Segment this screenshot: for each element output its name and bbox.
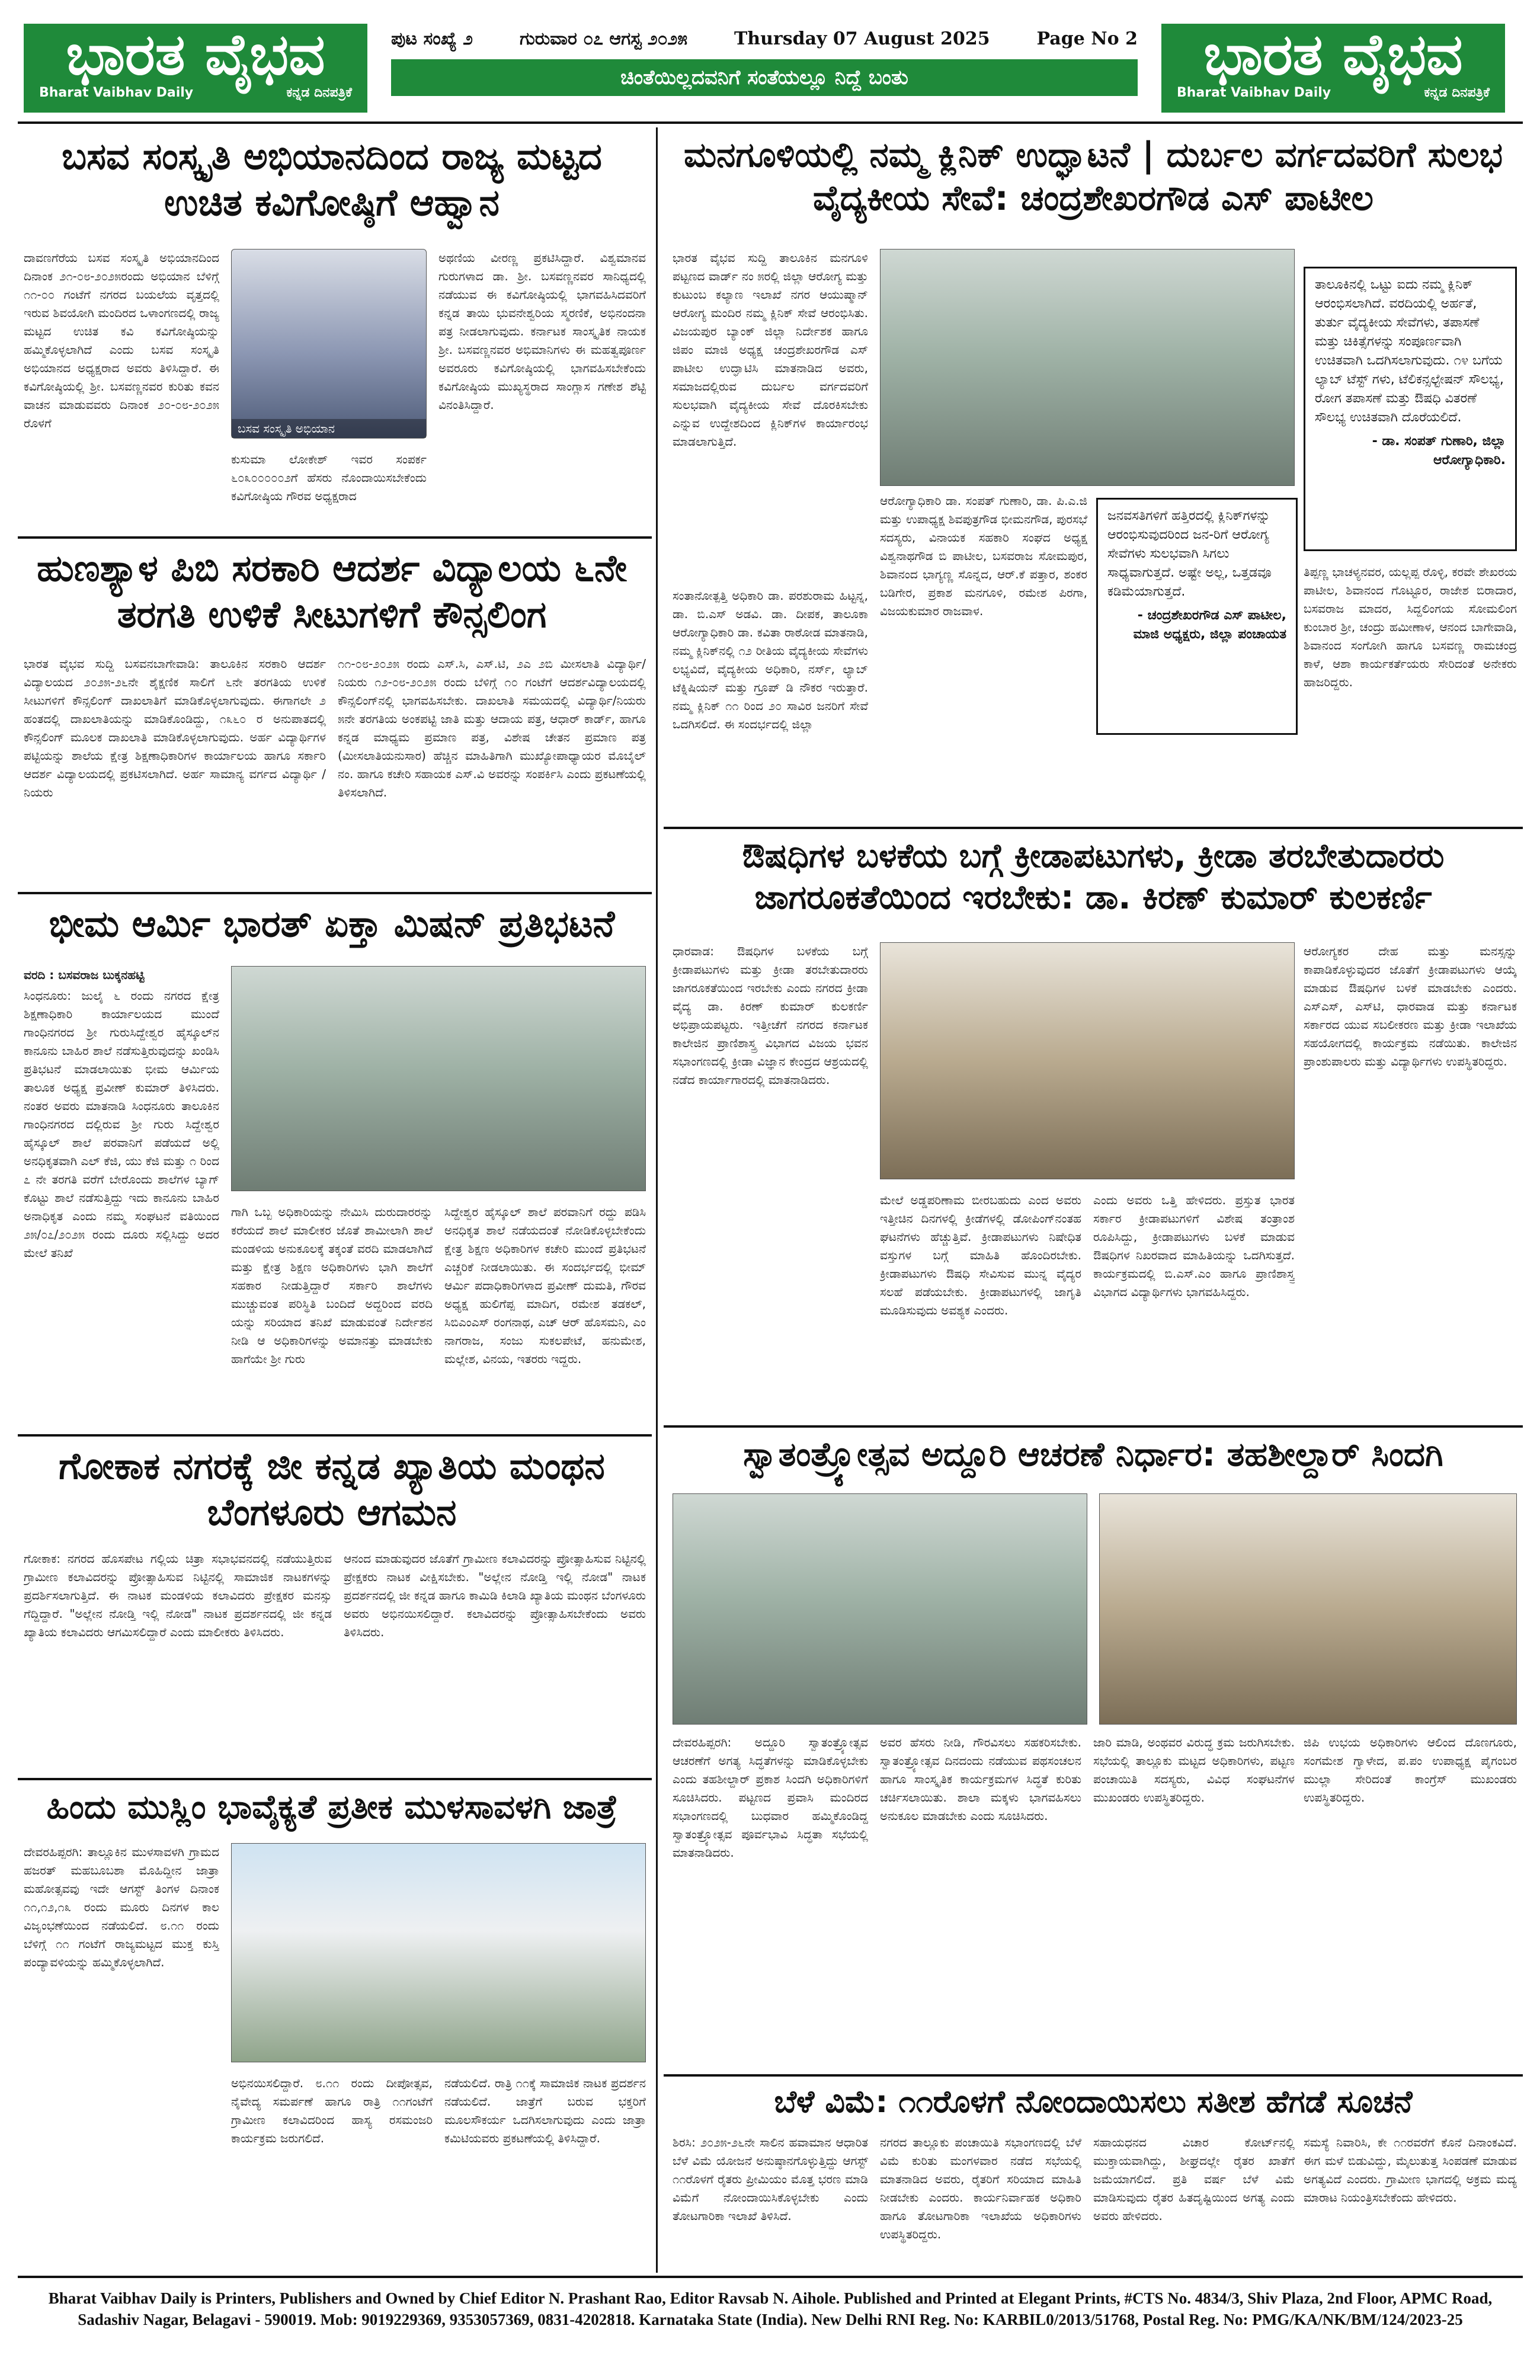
- article-clinic-col1: ಭಾರತ ವೈಭವ ಸುದ್ದಿ ತಾಲೂಕಿನ ಮನಗೂಳಿ ಪಟ್ಟಣದ ವಾರ್ಡ್ ನಂ ೫ರಲ್ಲಿ ಜಿಲ್ಲಾ ಆರೋಗ್ಯ ಮತ್ತು ಕುಟುಂಬ ಕಲ್ಯಾಣ ಇಲಾಖೆ ನಗರ ಆಯುಷ್ಮಾನ್ ಆರೋಗ್ಯ ಮಂದಿರ ನಮ್ಮ ಕ್ಲಿನಿಕ್ ಸೇವೆ ಆರಂಭಿಸಿತು. ವಿಜಯಪುರ ಬ್ಯಾಂಕ್ ಜಿಲ್ಲಾ ನಿರ್ದೇಶಕ ಹಾಗೂ ಜಿಪಂ ಮಾಜಿ ಅಧ್ಯಕ್ಷ ಚಂದ್ರಶೇಖರಗೌಡ ಎಸ್ ಪಾಟೀಲ ಉದ್ಘಾಟಿಸಿ ಮಾತನಾಡಿದ ಅವರು, ಸಮಾಜದಲ್ಲಿರುವ ದುರ್ಬಲ ವರ್ಗದವರಿಗೆ ಸುಲಭವಾಗಿ ವೈದ್ಯಕೀಯ ಸೇವೆ ದೊರಕಿಸಬೇಕು ಎನ್ನುವ ಉದ್ದೇಶದಿಂದ ಕ್ಲಿನಿಕ್‌ಗಳ ಕಾರ್ಯಾರಂಭ ಮಾಡಲಾಗುತ್ತಿದೆ.: [673, 251, 868, 449]
- article-independence-col3: ಜಾರಿ ಮಾಡಿ, ಅಂಥವರ ವಿರುದ್ಧ ಕ್ರಮ ಜರುಗಿಸಬೇಕು. ಸಭೆಯಲ್ಲಿ ತಾಲ್ಲೂಕು ಮಟ್ಟದ ಅಧಿಕಾರಿಗಳು, ಪಟ್ಟಣ ಪಂಚಾಯಿತಿ ಸದಸ್ಯರು, ವಿವಿಧ ಸಂಘಟನೆಗಳ ಮುಖಂಡರು ಉಪಸ್ಥಿತರಿದ್ದರು.: [1093, 1735, 1295, 1805]
- headline-adarsha-vidyalaya: ಹುಣಶ್ಯಾಳ ಪಿಬಿ ಸರಕಾರಿ ಆದರ್ಶ ವಿದ್ಯಾಲಯ ೬ನೇ ತರಗತಿ ಉಳಿಕೆ ಸೀಟುಗಳಿಗೆ ಕೌನ್ಸಲಿಂಗ: [37, 546, 627, 636]
- basava-logo-image: [231, 249, 427, 439]
- article-clinic-col4: ತಿಪ್ಪಣ್ಣ ಭಾಚಳ್ಯನವರ, ಯಲ್ಲಪ್ಪ ರೊಳ್ಳಿ, ಕರವೇ ಶೇಖರಯ ಪಾಟೀಲ, ಶಿವಾನಂದ ಗೊಟ್ಟೂರ, ರಾಜೇಶ ಬಿರಾದಾರ, ಬಸವರಾಜ ಮಾದರ, ಸಿದ್ದಲಿಂಗಯ ಸೋಮಲಿಂಗ ಕುಂಬಾರ ಶ್ರೀ, ಚಂದ್ರು ಹಮೀಣಾಳ, ಆನಂದ ಬಾಗೇವಾಡಿ, ಶಿವಾನಂದ ಸಂಗೋಗಿ ಹಾಗೂ ಬಸವಣ್ಣ ರಾಮಚಂದ್ರ ಕಾಳೆ, ಆಶಾ ಕಾರ್ಯಕರ್ತೆಯರು ಸೇರಿದಂತೆ ಅನೇಕರು ಹಾಜರಿದ್ದರು.: [1304, 565, 1517, 689]
- article-clinic-col3: ಆರೋಗ್ಯಾಧಿಕಾರಿ ಡಾ. ಸಂಪತ್ ಗುಣಾರಿ, ಡಾ. ಪಿ.ಎ.ಜಿ ಮತ್ತು ಉಪಾಧ್ಯಕ್ಷ ಶಿವಪುತ್ರಗೌಡ ಭೀಮನಗೌಡ, ಪುರಸಭೆ ಸದಸ್ಯರು, ವಿನಾಯಕ ಸಹಕಾರಿ ಸಂಘದ ಅಧ್ಯಕ್ಷ ವಿಶ್ವನಾಥಗೌಡ ಬಿ ಪಾಟೀಲ, ಬಸವರಾಜ ಸೋಮಪುರ, ಶಿವಾನಂದ ಭಾಗ್ಯಣ್ಣ ಸೊನ್ನದ, ಆರ್.ಕೆ ಪತ್ತಾರ, ಶಂಕರ ಬಡಿಗೇರ, ಪ್ರಕಾಶ ಮನಗೂಳಿ, ರಮೇಶ ಪಿರಗಾ, ವಿಜಯಕುಮಾರ ರಾಜವಾಳ.: [880, 494, 1087, 618]
- rule-a5: [664, 1425, 1523, 1428]
- article-crop-col1: ಶಿರಸಿ: ೨೦೨೫-೨೬ನೇ ಸಾಲಿನ ಹವಾಮಾನ ಆಧಾರಿತ ಬೆಳೆ ವಿಮೆ ಯೋಜನೆ ಅನುಷ್ಠಾನಗೊಳ್ಳುತ್ತಿದ್ದು ಆಗಸ್ಟ್ ೧೧ರೊಳಗೆ ರೈತರು ಪ್ರೀಮಿಯಂ ಮೊತ್ತ ಭರಣ ಮಾಡಿ ವಿಮೆಗೆ ನೋಂದಾಯಿಸಿಕೊಳ್ಳಬೇಕು ಎಂದು ತೋಟಗಾರಿಕಾ ಇಲಾಖೆ ತಿಳಿಸಿದೆ.: [673, 2135, 868, 2223]
- article-sports-col4: ಆರೋಗ್ಯಕರ ದೇಹ ಮತ್ತು ಮನಸ್ಸನ್ನು ಕಾಪಾಡಿಕೊಳ್ಳುವುದರ ಜೊತೆಗೆ ಕ್ರೀಡಾಪಟುಗಳು ಆಯ್ಕೆ ಮಾಡುವ ಔಷಧಿಗಳ ಬಳಕೆ ಮಾಡಬೇಕು ಎಂದರು. ಎಸ್‌ಎಸ್, ಎಸ್‌ಟಿ, ಧಾರವಾಡ ಮತ್ತು ಕರ್ನಾಟಕ ಸರ್ಕಾರದ ಯುವ ಸಬಲೀಕರಣ ಮತ್ತು ಕ್ರೀಡಾ ಇಲಾಖೆಯ ಸಹಯೋಗದಲ್ಲಿ ಕಾರ್ಯಕ್ರಮ ನಡೆಯಿತು. ಕಾಲೇಜಿನ ಪ್ರಾಂಶುಪಾಲರು ಮತ್ತು ವಿದ್ಯಾರ್ಥಿಗಳು ಉಪಸ್ಥಿತರಿದ್ದರು.: [1304, 944, 1517, 1069]
- article-basava-col2: ಕುಸುಮಾ ಲೋಕೇಶ್ ಇವರ ಸಂಪರ್ಕ ೬೦೩೦೦೦೦೦೨ಗೆ ಹೆಸರು ನೊಂದಾಯಿಸಬೇಕೆಂದು ಕವಿಗೋಷ್ಠಿಯ ಗೌರವ ಅಧ್ಯಕ್ಷರಾದ: [231, 452, 427, 503]
- rule-a1: [18, 536, 652, 539]
- headline-namma-clinic: ಮನಗೂಳಿಯಲ್ಲಿ ನಮ್ಮ ಕ್ಲಿನಿಕ್ ಉದ್ಘಾಟನೆ | ದುರ್ಬಲ ವರ್ಗದವರಿಗೆ ಸುಲಭ ವೈದ್ಯಕೀಯ ಸೇವೆ: ಚಂದ್ರಶೇಖರಗೌಡ ಎಸ್ ಪಾಟೀಲ: [684, 135, 1503, 218]
- article-basava-col3: ಅಥಣಿಯ ವೀರಣ್ಣ ಪ್ರಕಟಿಸಿದ್ದಾರೆ. ವಿಶ್ವಮಾನವ ಗುರುಗಳಾದ ಡಾ. ಶ್ರೀ. ಬಸವಣ್ಣನವರ ಸಾನಿಧ್ಯದಲ್ಲಿ ನಡೆಯುವ ಈ ಕವಿಗೋಷ್ಠಿಯಲ್ಲಿ ಭಾಗವಹಿಸಿದವರಿಗೆ ಕನ್ನಡ ತಾಯಿ ಭುವನೇಶ್ವರಿಯ ಸ್ಮರಣಿಕೆ, ಅಭಿನಂದನಾ ಪತ್ರ ನೀಡಲಾಗುವುದು. ಕರ್ನಾಟಕ ಸಾಂಸ್ಕೃತಿಕ ನಾಯಕ ಶ್ರೀ. ಬಸವಣ್ಣನವರ ಅಭಿಮಾನಿಗಳು ಈ ಮಹತ್ವಪೂರ್ಣ ಅವರೂರು ಕವಿಗೋಷ್ಠಿಯಲ್ಲಿ ಭಾಗವಹಿಸಬೇಕೆಂದು ಕವಿಗೋಷ್ಠಿಯ ಮುಖ್ಯಸ್ಥರಾದ ಸಾಂಗ್ಲಾಸ ಗಣೇಶ ಶೆಟ್ಟಿ ವಿನಂತಿಸಿದ್ದಾರೆ.: [438, 251, 646, 412]
- article-sports-col3: ಎಂದು ಅವರು ಒತ್ತಿ ಹೇಳಿದರು. ಪ್ರಸ್ತುತ ಭಾರತ ಸರ್ಕಾರ ಕ್ರೀಡಾಪಟುಗಳಿಗೆ ವಿಶೇಷ ತಂತ್ರಾಂಶ ರೂಪಿಸಿದ್ದು, ಕ್ರೀಡಾಪಟುಗಳು ಬಳಕೆ ಮಾಡುವ ಔಷಧಿಗಳ ನಿಖರವಾದ ಮಾಹಿತಿಯನ್ನು ಒದಗಿಸುತ್ತದೆ. ಕಾರ್ಯಕ್ರಮದಲ್ಲಿ ಬಿ.ಎಸ್.ಎಂ ಹಾಗೂ ಪ್ರಾಣಿಶಾಸ್ತ್ರ ವಿಭಾಗದ ವಿದ್ಯಾರ್ಥಿಗಳು ಭಾಗವಹಿಸಿದ್ದರು.: [1093, 1193, 1295, 1299]
- article-sports-col2: ಮೇಲೆ ಅಡ್ಡಪರಿಣಾಮ ಬೀರಬಹುದು ಎಂದ ಅವರು ಇತ್ತೀಚಿನ ದಿನಗಳಲ್ಲಿ ಕ್ರೀಡೆಗಳಲ್ಲಿ ಡೋಪಿಂಗ್‌ನಂತಹ ಘಟನೆಗಳು ಹೆಚ್ಚುತ್ತಿವೆ. ಕ್ರೀಡಾಪಟುಗಳು ನಿಷೇಧಿತ ವಸ್ತುಗಳ ಬಗ್ಗೆ ಮಾಹಿತಿ ಹೊಂದಿರಬೇಕು. ಕ್ರೀಡಾಪಟುಗಳು ಔಷಧಿ ಸೇವಿಸುವ ಮುನ್ನ ವೈದ್ಯರ ಸಲಹೆ ಪಡೆಯಬೇಕು. ಕ್ರೀಡಾಪಟುಗಳಲ್ಲಿ ಜಾಗೃತಿ ಮೂಡಿಸುವುದು ಅವಶ್ಯಕ ಎಂದರು.: [880, 1193, 1081, 1317]
- basava-logo-caption: ಬಸವ ಸಂಸ್ಕೃತಿ ಅಭಿಯಾನ: [232, 419, 426, 438]
- article-jatre-col3: ನಡೆಯಲಿದೆ. ರಾತ್ರಿ ೧೧ಕ್ಕೆ ಸಾಮಾಜಿಕ ನಾಟಕ ಪ್ರದರ್ಶನ ನಡೆಯಲಿದೆ. ಜಾತ್ರೆಗೆ ಬರುವ ಭಕ್ತರಿಗೆ ಮೂಲಸೌಕರ್ಯ ಒದಗಿಸಲಾಗುವುದು ಎಂದು ಜಾತ್ರಾ ಕಮಿಟಿಯವರು ಪ್ರಕಟಣೆಯಲ್ಲಿ ತಿಳಿಸಿದ್ದಾರೆ.: [444, 2076, 646, 2145]
- column-divider: [656, 127, 658, 2273]
- article-bhim-col2: ಗಾಗಿ ಒಬ್ಬ ಅಧಿಕಾರಿಯನ್ನು ನೇಮಿಸಿ ದುರುದಾರರನ್ನು ಕರೆಯದೆ ಶಾಲೆ ಮಾಲೀಕರ ಜೊತೆ ಶಾಮೀಲಾಗಿ ಶಾಲೆ ಮಂಡಳಿಯ ಅನುಕೂಲಕ್ಕೆ ತಕ್ಕಂತೆ ವರದಿ ಮಾಡಲಾಗಿದೆ ಮತ್ತು ಕ್ಷೇತ್ರ ಶಿಕ್ಷಣ ಅಧಿಕಾರಿಗಳು ಭಾಗಿ ಶಾಲೆಗೆ ಸಹಕಾರ ನೀಡುತ್ತಿದ್ದಾರೆ ಸರ್ಕಾರಿ ಶಾಲೆಗಳು ಮುಚ್ಚುವಂತ ಪರಿಸ್ಥಿತಿ ಬಂದಿದೆ ಅದ್ದರಿಂದ ವರದಿ ಯನ್ನು ಸರಿಯಾದ ತನಿಖೆ ಮಾಡುವಂತೆ ನಿರ್ದೇಶನ ನೀಡಿ ಆ ಅಧಿಕಾರಿಗಳನ್ನು ಅಮಾನತ್ತು ಮಾಡಬೇಕು ಹಾಗೆಯೇ ಶ್ರೀ ಗುರು: [231, 1205, 433, 1366]
- clinic-quote-left-attr: - ಚಂದ್ರಶೇಖರಗೌಡ ಎಸ್ ಪಾಟೀಲ, ಮಾಜಿ ಅಧ್ಯಕ್ಷರು, ಜಿಲ್ಲಾ ಪಂಚಾಯತ: [1133, 608, 1286, 642]
- article-bhim-col3: ಸಿದ್ದೇಶ್ವರ ಹೈಸ್ಕೂಲ್ ಶಾಲೆ ಪರವಾನಿಗೆ ರದ್ದು ಪಡಿಸಿ ಅನಧಿಕೃತ ಶಾಲೆ ನಡೆಯದಂತೆ ನೋಡಿಕೊಳ್ಳಬೇಕೆಂದು ಕ್ಷೇತ್ರ ಶಿಕ್ಷಣ ಅಧಿಕಾರಿಗಳ ಕಚೇರಿ ಮುಂದೆ ಪ್ರತಿಭಟನೆ ಎಚ್ಚರಿಕೆ ನೀಡಲಾಯಿತು. ಈ ಸಂದರ್ಭದಲ್ಲಿ ಭೀಮ್ ಆರ್ಮಿ ಪದಾಧಿಕಾರಿಗಳಾದ ಪ್ರವೀಣ್ ದುಮತಿ, ಗೌರವ ಅಧ್ಯಕ್ಷ ಹುಲಿಗೆಪ್ಪ ಮಾದಿಗ, ರಮೇಶ ತಡಕಲ್, ಸಿಬಿಎಂಎಸ್ ರಂಗನಾಥ, ಎಚ್ ಆರ್ ಹೊಸಮನಿ, ಎಂ ನಾಗರಾಜ, ಸಂಜು ಸುಕಲಪೇಟೆ, ಹನುಮೇಶ, ಮಲ್ಲೇಶ, ವಿನಯ, ಇತರರು ಇದ್ದರು.: [444, 1205, 646, 1366]
- footer-rule: [18, 2276, 1523, 2278]
- headline-crop-insurance: ಬೆಳೆ ವಿಮೆ: ೧೧ರೊಳಗೆ ನೋಂದಾಯಿಸಲು ಸತೀಶ ಹೆಗಡೆ ಸೂಚನೆ: [774, 2084, 1413, 2120]
- independence-meeting-photo-right: [1099, 1493, 1517, 1725]
- article-independence-col4: ಜಿಪಿ ಉಭಯ ಅಧಿಕಾರಿಗಳು ಆಲಿಂದ ದೊಣಗೂರು, ಸಂಗಮೇಶ ಗ್ವಾಳೇದ, ಪ.ಪಂ ಉಪಾಧ್ಯಕ್ಷ ಪೈಗಂಬರ ಮುಲ್ಲಾ ಸೇರಿದಂತೆ ಕಾಂಗ್ರೆಸ್ ಮುಖಂಡರು ಉಪಸ್ಥಿತರಿದ್ದರು.: [1304, 1735, 1517, 1805]
- article-adarsha-col2: ೧೧-೦೮-೨೦೨೫ ರಂದು ಎಸ್.ಸಿ, ಎಸ್.ಟಿ, ೨ಎ ೨ಬಿ ಮೀಸಲಾತಿ ವಿದ್ಯಾರ್ಥಿ/ನಿಯರು ೧೨-೦೮-೨೦೨೫ ರಂದು ಬೆಳಿಗ್ಗೆ ೧೦ ಗಂಟೆಗೆ ಆದರ್ಶವಿದ್ಯಾಲಯದಲ್ಲಿ ಕೌನ್ಸಲಿಂಗ್‌ನಲ್ಲಿ ಭಾಗವಹಿಸಬೇಕು. ದಾಖಲಾತಿ ಸಮಯದಲ್ಲಿ ವಿದ್ಯಾರ್ಥಿ/ನಿಯರು ೫ನೇ ತರಗತಿಯ ಅಂಕಪಟ್ಟಿ ಜಾತಿ ಮತ್ತು ಆದಾಯ ಪತ್ರ, ಆಧಾರ್ ಕಾರ್ಡ್, ಹಾಗೂ ಕನ್ನಡ ಮಾಧ್ಯಮ ಪ್ರಮಾಣ ಪತ್ರ, ವಿಶೇಷ ಚೇತನ ಪ್ರಮಾಣ ಪತ್ರ (ಮೀಸಲಾತಿಯನುಸಾರ) ಹೆಚ್ಚಿನ ಮಾಹಿತಿಗಾಗಿ ಮುಖ್ಯೋಪಾಧ್ಯಾಯರ ಮೊಬೈಲ್ ನಂ. ಹಾಗೂ ಕಚೇರಿ ಸಹಾಯಕ ಎಸ್.ವಿ ಅವರನ್ನು ಸಂಪರ್ಕಿಸಿ ಎಂದು ಪ್ರಕಟಣೆಯಲ್ಲಿ ತಿಳಿಸಲಾಗಿದೆ.: [338, 657, 646, 799]
- article-sports-col1: ಧಾರವಾಡ: ಔಷಧಿಗಳ ಬಳಕೆಯ ಬಗ್ಗೆ ಕ್ರೀಡಾಪಟುಗಳು ಮತ್ತು ಕ್ರೀಡಾ ತರಬೇತುದಾರರು ಜಾಗರೂಕತೆಯಿಂದ ಇರಬೇಕು ಎಂದು ನಗರದ ಕ್ರೀಡಾ ವೈದ್ಯ ಡಾ. ಕಿರಣ್ ಕುಮಾರ್ ಕುಲಕರ್ಣಿ ಅಭಿಪ್ರಾಯಪಟ್ಟರು. ಇತ್ತೀಚೆಗೆ ನಗರದ ಕರ್ನಾಟಕ ಕಾಲೇಜಿನ ಪ್ರಾಣಿಶಾಸ್ತ್ರ ವಿಭಾಗದ ವಿಜಯ ಭವನ ಸಭಾಂಗಣದಲ್ಲಿ ಕ್ರೀಡಾ ವಿಜ್ಞಾನ ಕೇಂದ್ರದ ಆಶ್ರಯದಲ್ಲಿ ನಡೆದ ಕಾರ್ಯಾಗಾರದಲ್ಲಿ ಮಾತನಾಡಿದರು.: [673, 944, 868, 1087]
- page-info-bar: [391, 24, 1138, 53]
- masthead-title-right: ಭಾರತ ವೈಭವ: [1203, 21, 1463, 88]
- headline-basava-kavigoshti: ಬಸವ ಸಂಸ್ಕೃತಿ ಅಭಿಯಾನದಿಂದ ರಾಜ್ಯ ಮಟ್ಟದ ಉಚಿತ ಕವಿಗೋಷ್ಠಿಗೆ ಆಹ್ವಾನ: [62, 135, 602, 224]
- article-bhim-col1: ಸಿಂಧನೂರು: ಜುಲೈ ೬ ರಂದು ನಗರದ ಕ್ಷೇತ್ರ ಶಿಕ್ಷಣಾಧಿಕಾರಿ ಕಾರ್ಯಾಲಯದ ಮುಂದೆ ಗಾಂಧಿನಗರದ ಶ್ರೀ ಗುರುಸಿದ್ದೇಶ್ವರ ಹೈಸ್ಕೂಲ್‌ನ ಕಾನೂನು ಬಾಹಿರ ಶಾಲೆ ನಡೆಸುತ್ತಿರುವುದನ್ನು ಖಂಡಿಸಿ ಪ್ರತಿಭಟನೆ ಮಾಡಲಾಯಿತು ಭೀಮ ಆರ್ಮಿಯ ತಾಲೂಕ ಅಧ್ಯಕ್ಷ ಪ್ರವೀಣ್ ಕುಮಾರ್ ತಿಳಿಸಿದರು. ನಂತರ ಅವರು ಮಾತನಾಡಿ ಸಿಂಧನೂರು ತಾಲೂಕಿನ ಗಾಂಧಿನಗರದ ದಲ್ಲಿರುವ ಶ್ರೀ ಗುರು ಸಿದ್ದೇಶ್ವರ ಹೈಸ್ಕೂಲ್ ಶಾಲೆ ಪರವಾನಿಗೆ ಪಡೆಯದೆ ಅಲ್ಲಿ ಅನಧಿಕೃತವಾಗಿ ಎಲ್ ಕೆಜಿ, ಯು ಕೆಜಿ ಮತ್ತು ೧ ರಿಂದ ೭ ನೇ ತರಗತಿ ವರೆಗೆ ಬೇರೊಂದು ಶಾಲೆಗಳ ಬ್ಯಾಗ್ ಕೊಟ್ಟು ಶಾಲೆ ನಡೆಸುತ್ತಿದ್ದು ಇದು ಕಾನೂನು ಬಾಹಿರ ಅನಾಧಿಕೃತ ಎಂದು ನಮ್ಮ ಸಂಘಟನೆ ವತಿಯಿಂದ ೨೫/೦೭/೨೦೨೫ ರಂದು ದೂರು ಸಲ್ಲಿಸಿದ್ದು ಅದರ ಮೇಲೆ ತನಿಖೆ: [24, 989, 219, 1260]
- article-crop-col2: ನಗರದ ತಾಲ್ಲೂಕು ಪಂಚಾಯಿತಿ ಸಭಾಂಗಣದಲ್ಲಿ ಬೆಳೆ ವಿಮೆ ಕುರಿತು ಮಂಗಳವಾರ ನಡೆದ ಸಭೆಯಲ್ಲಿ ಮಾತನಾಡಿದ ಅವರು, ರೈತರಿಗೆ ಸರಿಯಾದ ಮಾಹಿತಿ ನೀಡಬೇಕು ಎಂದರು. ಕಾರ್ಯನಿರ್ವಾಹಕ ಅಧಿಕಾರಿ ಹಾಗೂ ತೋಟಗಾರಿಕಾ ಇಲಾಖೆಯ ಅಧಿಕಾರಿಗಳು ಉಪಸ್ಥಿತರಿದ್ದರು.: [880, 2135, 1081, 2241]
- clinic-quote-box-left: [1096, 498, 1298, 735]
- masthead-logo-right: [1161, 21, 1505, 113]
- article-independence-col1: ದೇವರಹಿಪ್ಪರಗಿ: ಅದ್ದೂರಿ ಸ್ವಾತಂತ್ರ್ಯೋತ್ಸವ ಆಚರಣೆಗೆ ಅಗತ್ಯ ಸಿದ್ಧತೆಗಳನ್ನು ಮಾಡಿಕೊಳ್ಳಬೇಕು ಎಂದು ತಹಶೀಲ್ದಾರ್ ಪ್ರಕಾಶ ಸಿಂದಗಿ ಅಧಿಕಾರಿಗಳಿಗೆ ಸೂಚಿಸಿದರು. ಪಟ್ಟಣದ ಪ್ರವಾಸಿ ಮಂದಿರದ ಸಭಾಂಗಣದಲ್ಲಿ ಬುಧವಾರ ಹಮ್ಮಿಕೊಂಡಿದ್ದ ಸ್ವಾತಂತ್ರ್ಯೋತ್ಸವ ಪೂರ್ವಭಾವಿ ಸಿದ್ಧತಾ ಸಭೆಯಲ್ಲಿ ಮಾತನಾಡಿದರು.: [673, 1735, 868, 1860]
- masthead-kannada-sub-right: ಕನ್ನಡ ದಿನಪತ್ರಿಕೆ: [1424, 85, 1490, 100]
- clinic-quote-right-attr: - ಡಾ. ಸಂಪತ್ ಗುಣಾರಿ, ಜಿಲ್ಲಾ ಆರೋಗ್ಯಾಧಿಕಾರಿ.: [1372, 434, 1506, 468]
- clinic-quote-box-right: [1304, 267, 1517, 551]
- rule-a4: [18, 1434, 652, 1437]
- headline-mulasavalagi-jatre: ಹಿಂದು ಮುಸ್ಲಿಂ ಭಾವೈಕ್ಯತೆ ಪ್ರತೀಕ ಮುಳಸಾವಳಗಿ ಜಾತ್ರೆ: [46, 1788, 617, 1826]
- masthead-english-name: Bharat Vaibhav Daily: [39, 85, 194, 100]
- article-jatre-col2: ಅಭಿನಯಿಸಲಿದ್ದಾರೆ. ೮.೧೧ ರಂದು ದೀಪೋತ್ಸವ, ನೈವೇದ್ಯ ಸಮರ್ಪಣೆ ಹಾಗೂ ರಾತ್ರಿ ೧೧ಗಂಟೆಗೆ ಗ್ರಾಮೀಣ ಕಲಾವಿದರಿಂದ ಹಾಸ್ಯ ರಸಮಂಜರಿ ಕಾರ್ಯಕ್ರಮ ಜರುಗಲಿದೆ.: [231, 2076, 433, 2145]
- bhim-protest-photo: [231, 966, 646, 1191]
- rule-a3: [18, 892, 652, 894]
- date-kannada: ಗುರುವಾರ ೦೭ ಆಗಸ್ಟ ೨೦೨೫: [519, 28, 688, 49]
- sports-seminar-photo: [880, 942, 1295, 1179]
- masthead-title: ಭಾರತ ವೈಭವ: [66, 21, 325, 88]
- masthead-kannada-sub: ಕನ್ನಡ ದಿನಪತ್ರಿಕೆ: [286, 85, 352, 100]
- article-crop-col4: ಸಮಸ್ಯೆ ನಿವಾರಿಸಿ, ಕೇ ೧೧ರವರೆಗೆ ಕೊನೆ ದಿನಾಂಕವಿದೆ. ಈಗ ಮಳೆ ಬಿಡುವಿದ್ದು, ಮೈಲುತುತ್ತ ಸಿಂಪಡಣೆ ಮಾಡುವ ಅಗತ್ಯವಿದೆ ಎಂದರು. ಗ್ರಾಮೀಣ ಭಾಗದಲ್ಲಿ ಅಕ್ರಮ ಮದ್ಯ ಮಾರಾಟ ನಿಯಂತ್ರಿಸಬೇಕೆಂದು ಹೇಳಿದರು.: [1304, 2135, 1517, 2205]
- page-number-kannada: ಪುಟ ಸಂಖ್ಯೆ ೨: [391, 28, 473, 49]
- date-english: Thursday 07 August 2025: [734, 28, 990, 49]
- article-jatre-col1: ದೇವರಹಿಪ್ಪರಗಿ: ತಾಲ್ಲೂಕಿನ ಮುಳಸಾವಳಗಿ ಗ್ರಾಮದ ಹಜರತ್ ಮಹಬೂಬಶಾ ಮೊಹಿದ್ದೀನ ಜಾತ್ರಾ ಮಹೋತ್ಸವವು ಇದೇ ಆಗಸ್ಟ್ ತಿಂಗಳ ದಿನಾಂಕ ೧೧,೧೨,೧೩ ರಂದು ಮೂರು ದಿನಗಳ ಕಾಲ ವಿಜೃಂಭಣೆಯಿಂದ ನಡೆಯಲಿದೆ. ೮.೧೧ ರಂದು ಬೆಳಿಗ್ಗೆ ೧೧ ಗಂಟೆಗೆ ರಾಜ್ಯಮಟ್ಟದ ಮುಕ್ತ ಕುಸ್ತಿ ಪಂದ್ಯಾವಳಿಯನ್ನು ಹಮ್ಮಿಕೊಳ್ಳಲಾಗಿದೆ.: [24, 1845, 219, 1969]
- clinic-quote-right-text: ತಾಲೂಕಿನಲ್ಲಿ ಒಟ್ಟು ಐದು ನಮ್ಮ ಕ್ಲಿನಿಕ್ ಆರಂಭಿಸಲಾಗಿದೆ. ವರದಿಯಲ್ಲಿ ಅರ್ಹತೆ, ತುರ್ತು ವೈದ್ಯಕೀಯ ಸೇವೆಗಳು, ತಪಾಸಣೆ ಮತ್ತು ಚಿಕಿತ್ಸೆಗಳನ್ನು ಸಂಪೂರ್ಣವಾಗಿ ಉಚಿತವಾಗಿ ಒದಗಿಸಲಾಗುವುದು. ೧೪ ಬಗೆಯ ಲ್ಯಾಬ್ ಟೆಸ್ಟ್ ಗಳು, ಟೆಲಿಕನ್ಸಲ್ಟೇಷನ್ ಸೌಲಭ್ಯ, ರೋಗ ತಪಾಸಣೆ ಮತ್ತು ಔಷಧಿ ವಿತರಣೆ ಸೌಲಭ್ಯ ಉಚಿತವಾಗಿ ದೊರೆಯಲಿದೆ.: [1315, 277, 1504, 425]
- footer-imprint: [24, 2288, 1517, 2353]
- article-bhim-byline: ವರದಿ : ಬಸವರಾಜ ಬುಕ್ಕನಹಟ್ಟಿ: [24, 968, 145, 982]
- rule-a8: [664, 2074, 1523, 2077]
- masthead-english-name-right: Bharat Vaibhav Daily: [1177, 85, 1331, 100]
- rule-a6: [18, 1778, 652, 1780]
- article-independence-col2: ಅವರ ಹೆಸರು ನೀಡಿ, ಗೌರವಿಸಲು ಸಹಕರಿಸಬೇಕು. ಸ್ವಾತಂತ್ರ್ಯೋತ್ಸವ ದಿನದಂದು ನಡೆಯುವ ಪಥಸಂಚಲನ ಹಾಗೂ ಸಾಂಸ್ಕೃತಿಕ ಕಾರ್ಯಕ್ರಮಗಳ ಸಿದ್ಧತೆ ಕುರಿತು ಚರ್ಚಿಸಲಾಯಿತು. ಶಾಲಾ ಮಕ್ಕಳು ಭಾಗವಹಿಸಲು ಅನುಕೂಲ ಮಾಡಬೇಕು ಎಂದು ಸೂಚಿಸಿದರು.: [880, 1735, 1081, 1823]
- article-adarsha-col1: ಭಾರತ ವೈಭವ ಸುದ್ದಿ ಬಸವನಬಾಗೇವಾಡಿ: ತಾಲೂಕಿನ ಸರಕಾರಿ ಆದರ್ಶ ವಿದ್ಯಾಲಯದ ೨೦೨೫-೨೬ನೇ ಶೈಕ್ಷಣಿಕ ಸಾಲಿಗೆ ೬ನೇ ತರಗತಿಯ ಉಳಿಕೆ ಸೀಟುಗಳಿಗೆ ಕೌನ್ಸಲಿಂಗ್ ದಾಖಲಾತಿಗೆ ಮಾಡಿಕೊಳ್ಳಲಾಗುವುದು. ಈಗಾಗಲೇ ೨ ಹಂತದಲ್ಲಿ ದಾಖಲಾತಿಯನ್ನು ಮಾಡಿಕೊಂಡಿದ್ದು, ೧೩೬೦ ರ ಅನುಪಾತದಲ್ಲಿ ಕೌನ್ಸಲಿಂಗ್ ಮೂಲಕ ದಾಖಲಾತಿ ಮಾಡಿಕೊಳ್ಳಲಾಗುವುದು. ಅರ್ಹ ವಿದ್ಯಾರ್ಥಿಗಳ ಪಟ್ಟಿಯನ್ನು ಶಾಲೆಯ ಕ್ಷೇತ್ರ ಶಿಕ್ಷಣಾಧಿಕಾರಿಗಳ ಕಾರ್ಯಾಲಯ ಹಾಗೂ ಸರ್ಕಾರಿ ಆದರ್ಶ ವಿದ್ಯಾಲಯದಲ್ಲಿ ಪ್ರಕಟಿಸಲಾಗಿದೆ. ಅರ್ಹ ಸಾಮಾನ್ಯ ವರ್ಗದ ವಿದ್ಯಾರ್ಥಿ / ನಿಯರು: [24, 657, 326, 799]
- headline-gokak-zee-kannada: ಗೋಕಾಕ ನಗರಕ್ಕೆ ಜೀ ಕನ್ನಡ ಖ್ಯಾತಿಯ ಮಂಥನ ಬೆಂಗಳೂರು ಆಗಮನ: [59, 1444, 605, 1534]
- page-number-english: Page No 2: [1036, 28, 1138, 49]
- article-crop-col3: ಸಹಾಯಧನದ ವಿಚಾರ ಕೋರ್ಟ್‌ನಲ್ಲಿ ಮುಕ್ತಾಯವಾಗಿದ್ದು, ಶೀಘ್ರದಲ್ಲೇ ರೈತರ ಖಾತೆಗೆ ಜಮೆಯಾಗಲಿದೆ. ಪ್ರತಿ ವರ್ಷ ಬೆಳೆ ವಿಮೆ ಮಾಡಿಸುವುದು ರೈತರ ಹಿತದೃಷ್ಟಿಯಿಂದ ಅಗತ್ಯ ಎಂದು ಅವರು ಹೇಳಿದರು.: [1093, 2135, 1295, 2223]
- clinic-quote-left-text: ಜನವಸತಿಗಳಿಗೆ ಹತ್ತಿರದಲ್ಲಿ ಕ್ಲಿನಿಕ್‌ಗಳನ್ನು ಆರಂಭಿಸುವುದರಿಂದ ಜನ-ರಿಗೆ ಆರೋಗ್ಯ ಸೇವೆಗಳು ಸುಲಭವಾಗಿ ಸಿಗಲು ಸಾಧ್ಯವಾಗುತ್ತದೆ. ಅಷ್ಟೇ ಅಲ್ಲ, ಒತ್ತಡವೂ ಕಡಿಮೆಯಾಗುತ್ತದೆ.: [1107, 508, 1272, 599]
- headline-sports-medicine: ಔಷಧಿಗಳ ಬಳಕೆಯ ಬಗ್ಗೆ ಕ್ರೀಡಾಪಟುಗಳು, ಕ್ರೀಡಾ ತರಬೇತುದಾರರು ಜಾಗರೂಕತೆಯಿಂದ ಇರಬೇಕು: ಡಾ. ಕಿರಣ್ ಕುಮಾರ್ ಕುಲಕರ್ಣಿ: [742, 837, 1445, 917]
- masthead-logo-left: [24, 21, 367, 113]
- masthead-rule: [18, 121, 1523, 124]
- article-gokak-col2: ಆನಂದ ಮಾಡುವುದರ ಜೊತೆಗೆ ಗ್ರಾಮೀಣ ಕಲಾವಿದರನ್ನು ಪ್ರೋತ್ಸಾಹಿಸುವ ನಿಟ್ಟಿನಲ್ಲಿ ಪ್ರೇಕ್ಷಕರು ನಾಟಕ ವೀಕ್ಷಿಸಬೇಕು. "ಅಲ್ಲೇನ ನೋಡ್ತಿ ಇಲ್ಲಿ ನೋಡ" ನಾಟಕ ಪ್ರದರ್ಶನದಲ್ಲಿ ಜೀ ಕನ್ನಡ ಹಾಗೂ ಕಾಮಿಡಿ ಕಿಲಾಡಿ ಖ್ಯಾತಿಯ ಮಂಥನ ಬೆಂಗಳೂರು ಅವರು ಅಭಿನಯಿಸಲಿದ್ದಾರೆ. ಕಲಾವಿದರನ್ನು ಪ್ರೋತ್ಸಾಹಿಸಬೇಕೆಂದು ಅವರು ತಿಳಿಸಿದರು.: [344, 1552, 646, 1639]
- article-clinic-col2: ಸಂತಾನೋತ್ಪತ್ತಿ ಅಧಿಕಾರಿ ಡಾ. ಪರಶುರಾಮ ಹಿಟ್ಟನ್ನ, ಡಾ. ಬಿ.ಎಸ್ ಅಡವಿ. ಡಾ. ದೀಪಕ, ತಾಲೂಕಾ ಆರೋಗ್ಯಾಧಿಕಾರಿ ಡಾ. ಕವಿತಾ ರಾಠೋಡ ಮಾತನಾಡಿ, ನಮ್ಮ ಕ್ಲಿನಿಕ್‌ನಲ್ಲಿ ೧೨ ರೀತಿಯ ವೈದ್ಯಕೀಯ ಸೇವೆಗಳು ಲಭ್ಯವಿದೆ, ವೈದ್ಯಕೀಯ ಅಧಿಕಾರಿ, ನರ್ಸ್, ಲ್ಯಾಬ್ ಟೆಕ್ನಿಷಿಯನ್ ಮತ್ತು ಗ್ರೂಪ್ ಡಿ ನೌಕರ ಇರುತ್ತಾರೆ. ನಮ್ಮ ಕ್ಲಿನಿಕ್ ೧೧ ರಿಂದ ೨೦ ಸಾವಿರ ಜನರಿಗೆ ಸೇವೆ ಒದಗಿಸಲಿದೆ. ಈ ಸಂದರ್ಭದಲ್ಲಿ ಜಿಲ್ಲಾ: [673, 588, 868, 731]
- rule-a2: [664, 827, 1523, 829]
- independence-meeting-photo-left: [673, 1493, 1087, 1725]
- article-gokak-col1: ಗೋಕಾಕ: ನಗರದ ಹೊಸಪೇಟ ಗಲ್ಲಿಯ ಚಿತ್ರಾ ಸಭಾಭವನದಲ್ಲಿ ನಡೆಯುತ್ತಿರುವ ಗ್ರಾಮೀಣ ಕಲಾವಿದರನ್ನು ಪ್ರೋತ್ಸಾಹಿಸುವ ನಿಟ್ಟಿನಲ್ಲಿ ಸಾಮಾಜಿಕ ನಾಟಕಗಳನ್ನು ಪ್ರದರ್ಶಿಸಲಾಗುತ್ತಿದೆ. ಈ ನಾಟಕ ಮಂಡಳಿಯ ಕಲಾವಿದರು ಪ್ರೇಕ್ಷಕರ ಮನಸ್ಸು ಗೆದ್ದಿದ್ದಾರೆ. "ಅಲ್ಲೇನ ನೋಡ್ತಿ ಇಲ್ಲಿ ನೋಡ" ನಾಟಕ ಪ್ರದರ್ಶನದಲ್ಲಿ ಜೀ ಕನ್ನಡ ಖ್ಯಾತಿಯ ಕಲಾವಿದರು ಆಗಮಿಸಲಿದ್ದಾರೆ ಎಂದು ಮಾಲೀಕರು ತಿಳಿಸಿದರು.: [24, 1552, 332, 1639]
- dargah-gate-photo: [231, 1843, 646, 2062]
- clinic-inauguration-photo: [880, 249, 1295, 486]
- footer-line-2: Sadashiv Nagar, Belagavi - 590019. Mob: 9019229369, 9353057369, 0831-4202818. Karnataka State (India). New Delhi RNI Reg. No: KARBIL0/2013/51768, Postal Reg. No: PMG/KA/NK/BM/124/2023-25: [78, 2311, 1463, 2328]
- headline-bhim-army: ಭೀಮ ಆರ್ಮಿ ಭಾರತ್ ಏಕ್ತಾ ಮಿಷನ್ ಪ್ರತಿಭಟನೆ: [49, 902, 615, 945]
- headline-independence-day: ಸ್ವಾತಂತ್ರ್ಯೋತ್ಸವ ಅದ್ದೂರಿ ಆಚರಣೆ ನಿರ್ಧಾರ: ತಹಶೀಲ್ದಾರ್ ಸಿಂದಗಿ: [743, 1435, 1443, 1474]
- footer-line-1: Bharat Vaibhav Daily is Printers, Publishers and Owned by Chief Editor N. Prashant Rao, Editor Ravsab N. Aihole. Published and Printed at Elegant Prints, #CTS No. 4834/3, Shiv Plaza, 2nd Floor, APMC Road,: [48, 2289, 1493, 2307]
- article-basava-col1: ದಾವಣಗೆರೆಯ ಬಸವ ಸಂಸ್ಕೃತಿ ಅಭಿಯಾನದಿಂದ ದಿನಾಂಕ ೨೧-೦೮-೨೦೨೫ರಂದು ಅಭಿಯಾನ ಬೆಳಿಗ್ಗೆ ೧೧-೦೦ ಗಂಟೆಗೆ ನಗರದ ಬಯಲೆಯ ವೃತ್ತದಲ್ಲಿ ಇರುವ ಶಿವಯೋಗಿ ಮಂದಿರದ ಒಳಾಂಗಣದಲ್ಲಿ ರಾಜ್ಯ ಮಟ್ಟದ ಉಚಿತ ಕವಿ ಕವಿಗೋಷ್ಠಿಯನ್ನು ಹಮ್ಮಿಕೊಳ್ಳಲಾಗಿದೆ ಎಂದು ಬಸವ ಸಂಸ್ಕೃತಿ ಅಭಿಯಾನದ ಅಧ್ಯಕ್ಷರಾದ ಅವರು ತಿಳಿಸಿದ್ದಾರೆ. ಈ ಕವಿಗೋಷ್ಠಿಯಲ್ಲಿ ಶ್ರೀ. ಬಸವಣ್ಣನವರ ಕುರಿತು ಕವನ ವಾಚನ ಮಾಡುವವರು ದಿನಾಂಕ ೨೦-೦೮-೨೦೨೫ ರೊಳಗೆ: [24, 251, 219, 430]
- masthead-tagline: ಚಿಂತೆಯಿಲ್ಲದವನಿಗೆ ಸಂತೆಯಲ್ಲೂ ನಿದ್ದೆ ಬಂತು: [391, 59, 1138, 96]
